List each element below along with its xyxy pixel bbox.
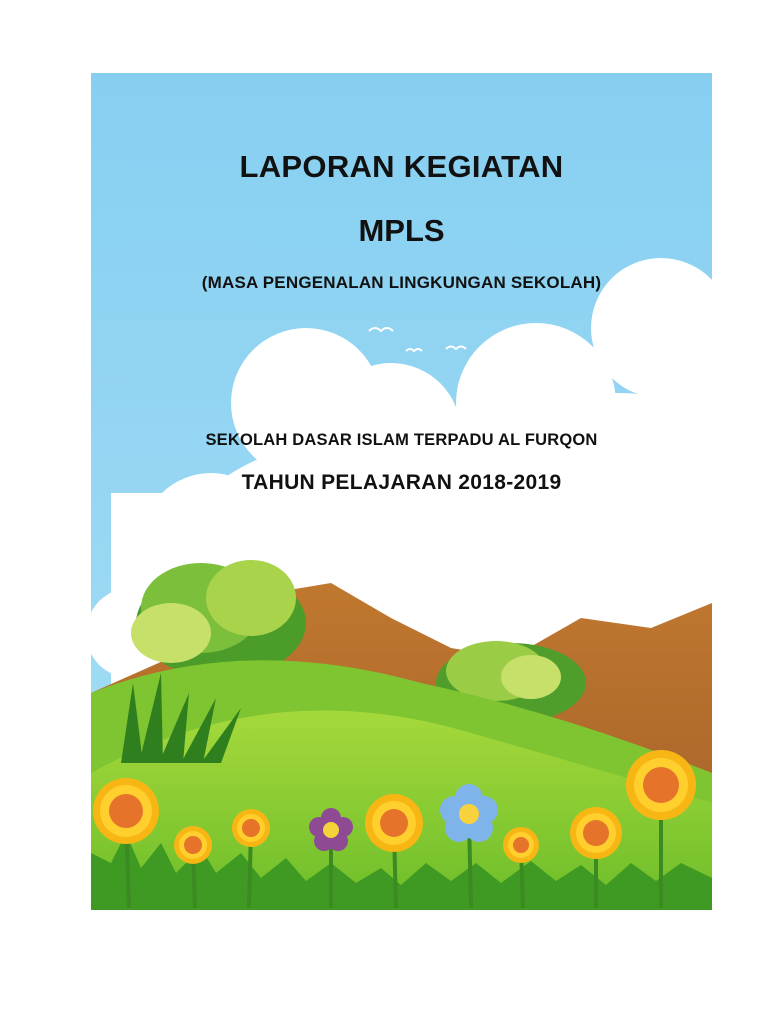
academic-year: TAHUN PELAJARAN 2018-2019 <box>241 471 562 494</box>
sunflower <box>365 794 423 852</box>
sunflower <box>232 809 270 847</box>
cover-page <box>91 73 712 910</box>
school-name: SEKOLAH DASAR ISLAM TERPADU AL FURQON <box>205 431 598 449</box>
sunflower <box>570 807 622 859</box>
report-title-mpls: MPLS <box>358 213 445 248</box>
sunflower <box>174 826 212 864</box>
report-subtitle: (MASA PENGENALAN LINGKUNGAN SEKOLAH) <box>201 273 602 292</box>
sunflower <box>626 750 696 820</box>
report-title: LAPORAN KEGIATAN <box>239 149 564 184</box>
sunflower <box>93 778 159 844</box>
sunflower <box>503 827 539 863</box>
